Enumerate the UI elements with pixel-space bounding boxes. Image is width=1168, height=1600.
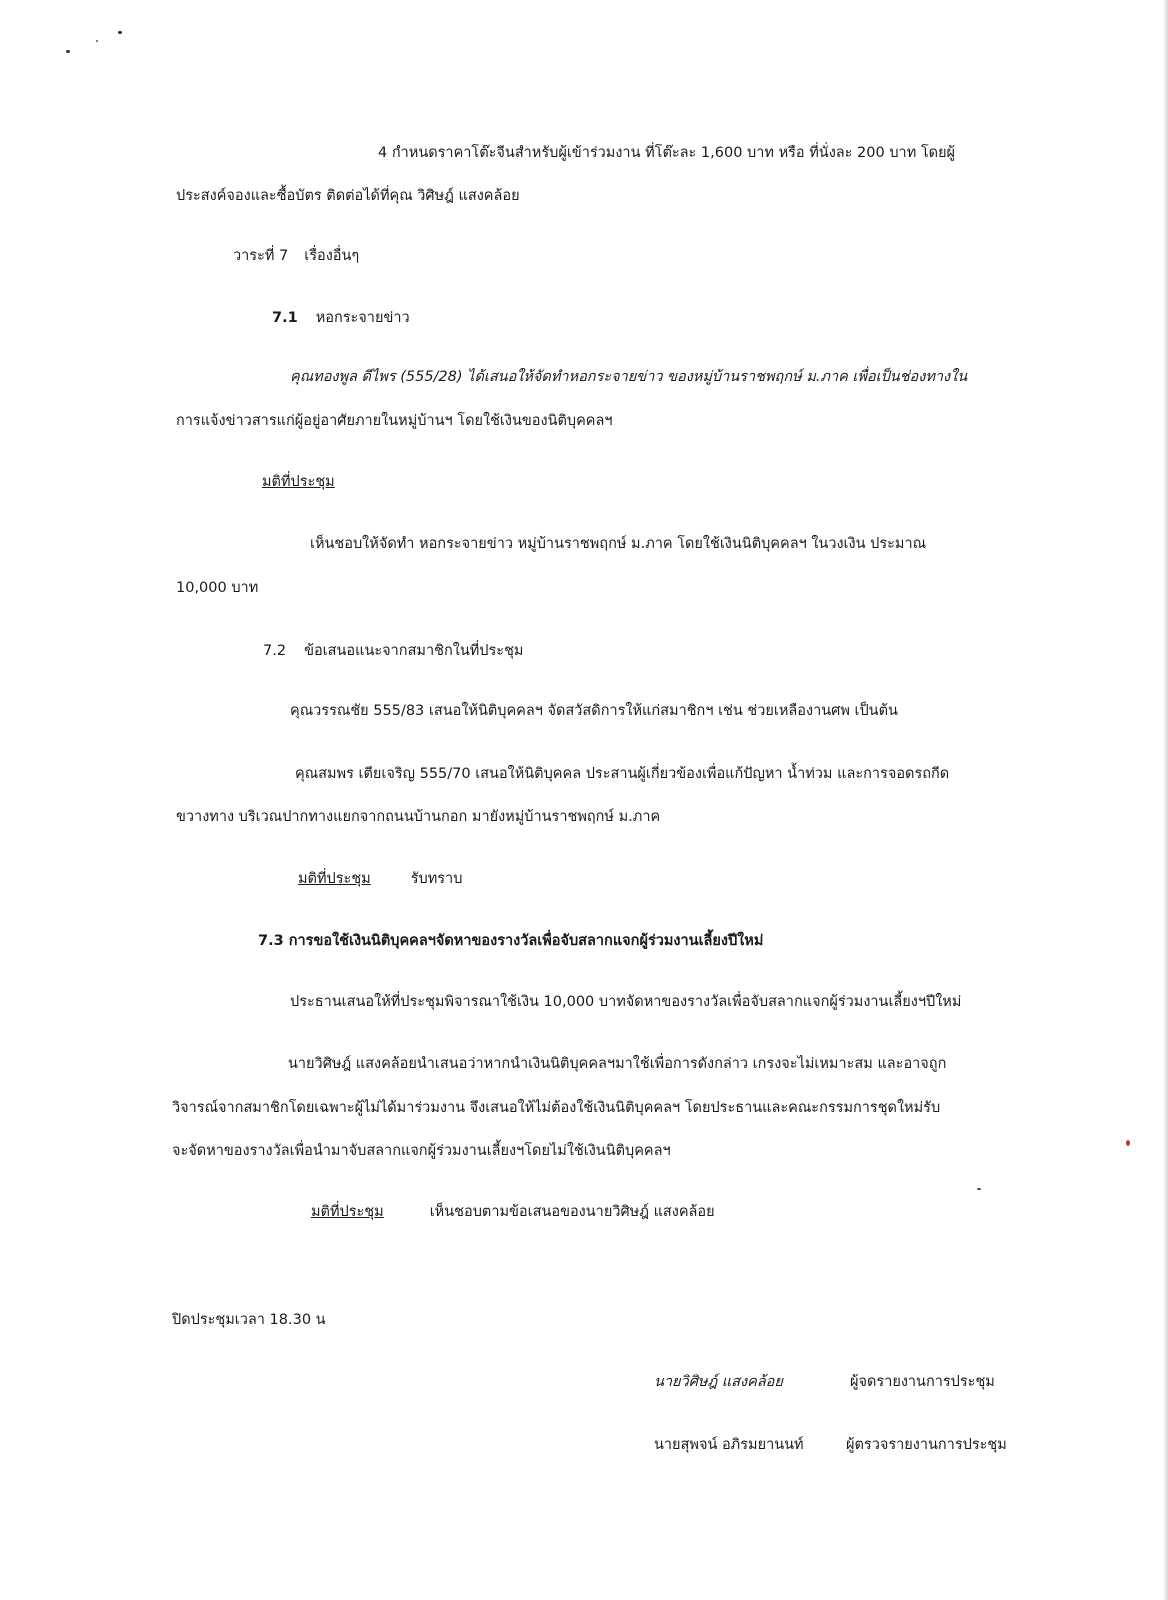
- item4-line2: ประสงค์จองและซื้อบัตร ติดต่อได้ที่คุณ วิศิษฎ์ แสงคล้อย: [176, 188, 520, 204]
- resolution-7-2-value: รับทราบ: [410, 871, 463, 887]
- scan-speck: [977, 1188, 981, 1190]
- section-7-2-title: ข้อเสนอแนะจากสมาชิกในที่ประชุม: [304, 643, 524, 659]
- scan-speck: [118, 31, 122, 34]
- section-7-2-heading: [263, 643, 523, 660]
- resolution-7-3: [311, 1204, 715, 1221]
- meeting-closing: ปิดประชุมเวลา 18.30 น: [172, 1312, 326, 1328]
- agenda-7-heading: [233, 248, 359, 265]
- resolution-label: มติที่ประชุม: [311, 1204, 384, 1220]
- section-7-3-para2-line3: จะจัดหาของรางวัลเพื่อนำมาจับสลากแจกผู้ร่วมงานเลี้ยงฯโดยไม่ใช้เงินนิติบุคคลฯ: [172, 1143, 671, 1159]
- resolution-label: มติที่ประชุม: [298, 871, 371, 887]
- section-7-3-para2-line1: นายวิศิษฎ์ แสงคล้อยนำเสนอว่าหากนำเงินนิติบุคคลฯมาใช้เพื่อการดังกล่าว เกรงจะไม่เหมาะสม และอาจถูก: [288, 1056, 947, 1072]
- scan-speck: [1126, 1140, 1130, 1146]
- section-7-2-number: 7.2: [263, 643, 287, 659]
- agenda-7-title: เรื่องอื่นๆ: [304, 248, 360, 264]
- scan-edge-shadow: [1164, 0, 1168, 1600]
- scan-speck: [96, 40, 98, 42]
- resolution-7-3-value: เห็นชอบตามข้อเสนอของนายวิศิษฎ์ แสงคล้อย: [429, 1204, 715, 1220]
- section-7-1-para-line1: คุณทองพูล ดีไพร (555/28) ได้เสนอให้จัดทำหอกระจายข่าว ของหมู่บ้านราชพฤกษ์ ม.ภาค เพื่อเป็นช่องทางใน: [290, 369, 968, 385]
- resolution-7-1-line2: 10,000 บาท: [176, 580, 259, 596]
- section-7-2-para2-line2: ขวางทาง บริเวณปากทางแยกจากถนนบ้านกอก มายังหมู่บ้านราชพฤกษ์ ม.ภาค: [176, 809, 661, 825]
- scan-speck: [66, 50, 70, 53]
- section-7-3-para1: ประธานเสนอให้ที่ประชุมพิจารณาใช้เงิน 10,000 บาทจัดหาของรางวัลเพื่อจับสลากแจกผู้ร่วมงานเลี้ยงฯปีใหม่: [290, 994, 962, 1010]
- section-7-1-number: 7.1: [272, 310, 298, 326]
- section-7-3-para2-line2: วิจารณ์จากสมาชิกโดยเฉพาะผู้ไม่ได้มาร่วมงาน จึงเสนอให้ไม่ต้องใช้เงินนิติบุคคลฯ โดยประธานและคณะกรรมการชุดใหม่รับ: [172, 1100, 941, 1116]
- signature-reviewer-name: นายสุพจน์ อภิรมยานนท์: [654, 1437, 804, 1453]
- section-7-2-para1: คุณวรรณชัย 555/83 เสนอให้นิติบุคคลฯ จัดสวัสดิการให้แก่สมาชิกฯ เช่น ช่วยเหลืองานศพ เป็นต้น: [290, 703, 898, 719]
- section-7-1-heading: [272, 310, 410, 327]
- item4-line1: 4 กำหนดราคาโต๊ะจีนสำหรับผู้เข้าร่วมงาน ที่โต๊ะละ 1,600 บาท หรือ ที่นั่งละ 200 บาท โดยผู้: [378, 145, 956, 161]
- resolution-7-2: [298, 871, 462, 888]
- signature-reviewer-role: ผู้ตรวจรายงานการประชุม: [846, 1437, 1007, 1453]
- resolution-label: มติที่ประชุม: [262, 474, 335, 490]
- signature-recorder-name: นายวิศิษฎ์ แสงคล้อย: [654, 1374, 783, 1390]
- section-7-3-heading: 7.3 การขอใช้เงินนิติบุคคลฯจัดหาของรางวัลเพื่อจับสลากแจกผู้ร่วมงานเลี้ยงปีใหม่: [258, 933, 764, 949]
- section-7-1-title: หอกระจายข่าว: [315, 310, 410, 326]
- section-7-1-para-line2: การแจ้งข่าวสารแก่ผู้อยู่อาศัยภายในหมู่บ้านฯ โดยใช้เงินของนิติบุคคลฯ: [176, 413, 613, 429]
- section-7-2-para2-line1: คุณสมพร เตียเจริญ 555/70 เสนอให้นิติบุคคล ประสานผู้เกี่ยวข้องเพื่อแก้ปัญหา น้ำท่วม และการจอดรถกีด: [295, 766, 950, 782]
- signature-recorder-role: ผู้จดรายงานการประชุม: [850, 1374, 995, 1390]
- resolution-7-1-line1: เห็นชอบให้จัดทำ หอกระจายข่าว หมู่บ้านราชพฤกษ์ ม.ภาค โดยใช้เงินนิติบุคคลฯ ในวงเงิน ประมาณ: [310, 536, 927, 552]
- agenda-7-number: วาระที่ 7: [233, 248, 289, 264]
